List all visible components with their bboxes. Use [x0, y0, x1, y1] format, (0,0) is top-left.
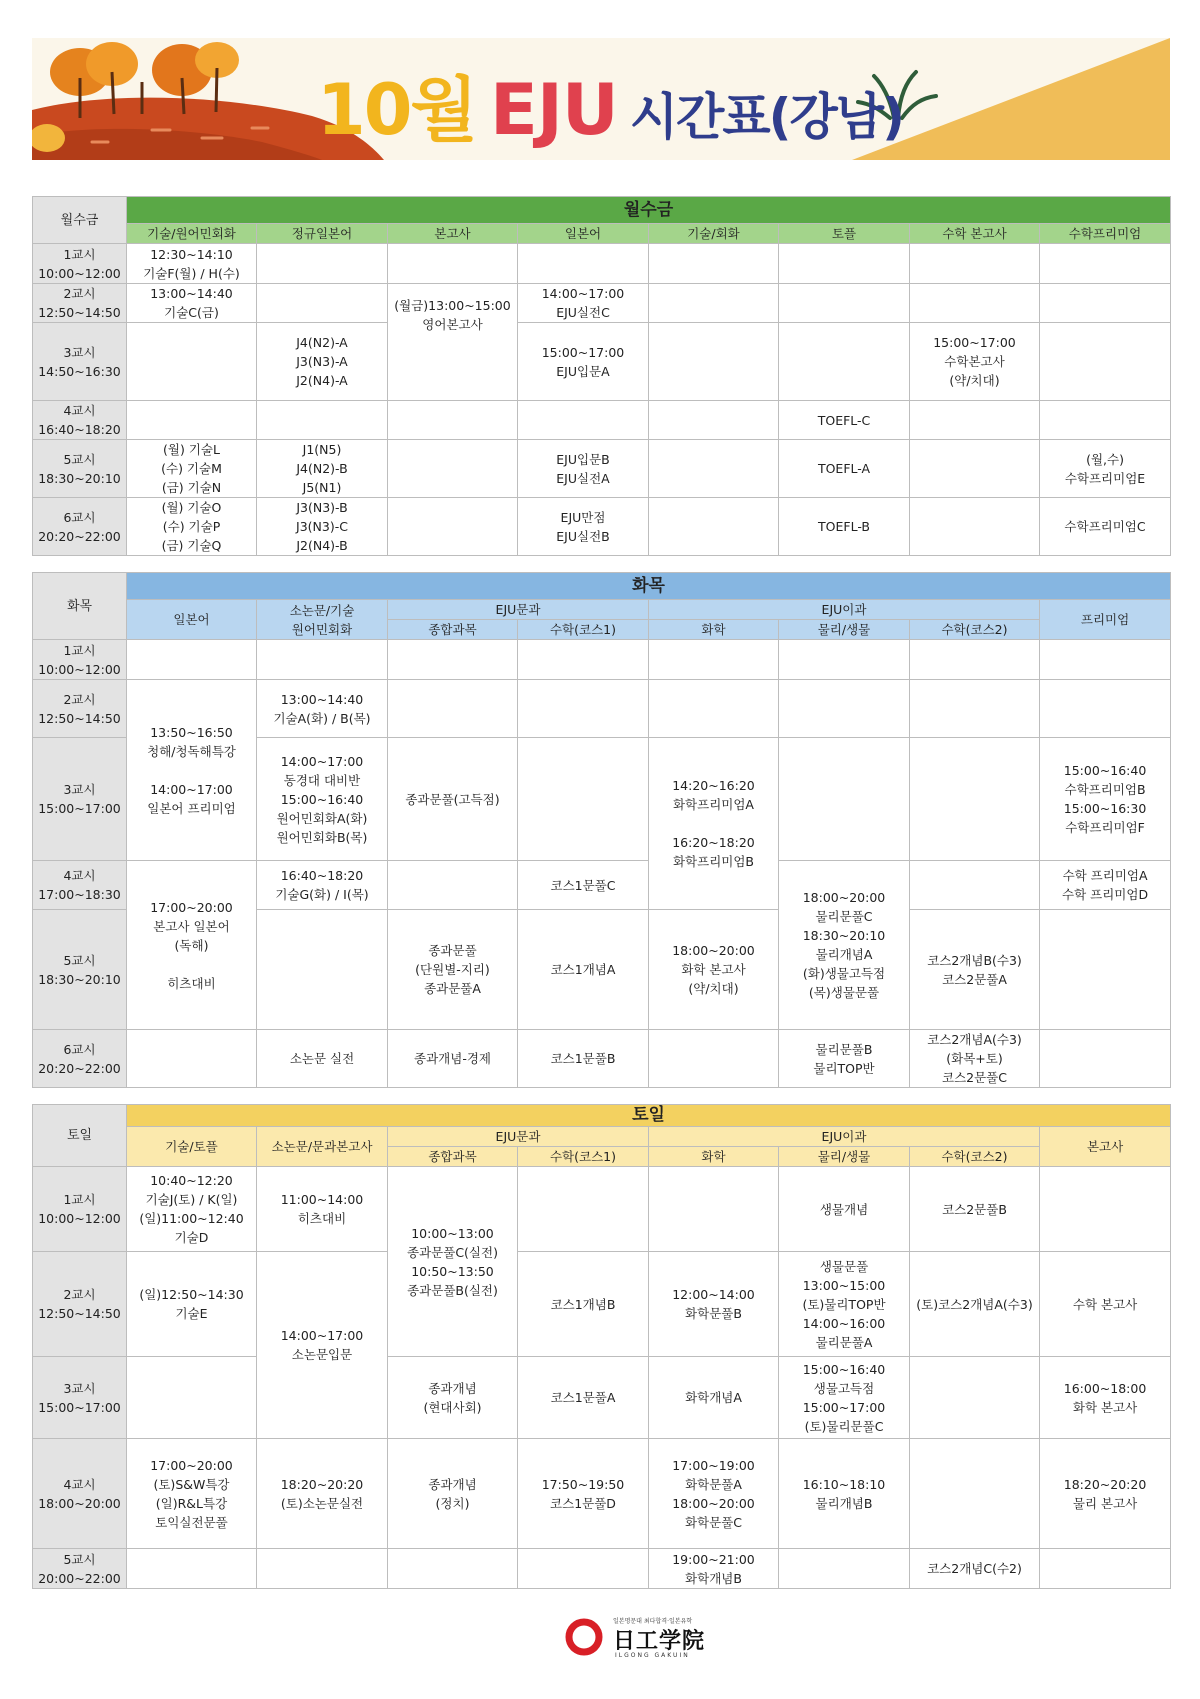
column-header: 기술/토플 — [127, 1127, 257, 1167]
period-label: 1교시 10:00~12:00 — [33, 244, 127, 284]
ilgong-logo — [565, 1612, 725, 1664]
period-label: 4교시 17:00~18:30 — [33, 861, 127, 910]
column-header: EJU이과 — [649, 1127, 1040, 1147]
column-header: 일본어 — [127, 600, 257, 640]
period-label: 3교시 15:00~17:00 — [33, 1357, 127, 1439]
class-cell: TOEFL-A — [779, 440, 910, 498]
class-cell: 코스1문풀B — [518, 1030, 649, 1088]
column-header: 소논문/기술 원어민회화 — [257, 600, 388, 640]
class-cell: 11:00~14:00 히츠대비 — [257, 1167, 388, 1252]
class-cell: 12:00~14:00 화학문풀B — [649, 1252, 779, 1357]
column-header: 물리/생물 — [779, 620, 910, 640]
class-cell: 코스1문풀C — [518, 861, 649, 910]
class-cell: 수학 프리미엄A 수학 프리미엄D — [1040, 861, 1171, 910]
column-header: 소논문/문과본고사 — [257, 1127, 388, 1167]
class-cell: TOEFL-B — [779, 498, 910, 556]
banner-title — [317, 54, 903, 151]
class-cell: 13:00~14:40 기술A(화) / B(목) — [257, 680, 388, 738]
tt-title: 화목 — [127, 573, 1171, 600]
weekend-schedule-table — [32, 1104, 1171, 1589]
class-cell: EJU만점 EJU실전B — [518, 498, 649, 556]
column-header: 정규일본어 — [257, 224, 388, 244]
period-label: 4교시 18:00~20:00 — [33, 1439, 127, 1549]
column-header: EJU이과 — [649, 600, 1040, 620]
column-header: 본고사 — [1040, 1127, 1171, 1167]
class-cell: 14:20~16:20 화학프리미엄A 16:20~18:20 화학프리미엄B — [649, 738, 779, 910]
banner-eju: EJU — [490, 69, 618, 151]
class-cell: 14:00~17:00 소논문입문 — [257, 1252, 388, 1439]
period-label: 1교시 10:00~12:00 — [33, 1167, 127, 1252]
column-header: 기술/원어민회화 — [127, 224, 257, 244]
period-label: 3교시 15:00~17:00 — [33, 738, 127, 861]
column-header: 수학(코스2) — [910, 1147, 1040, 1167]
logo-wordmark: 日工学院 — [613, 1629, 706, 1654]
class-cell: J4(N2)-A J3(N3)-A J2(N4)-A — [257, 323, 388, 401]
class-cell: 수학프리미엄C — [1040, 498, 1171, 556]
class-cell: 종과개념 (현대사회) — [388, 1357, 518, 1439]
column-header: 일본어 — [518, 224, 649, 244]
period-label: 2교시 12:50~14:50 — [33, 284, 127, 323]
column-header: 기술/회화 — [649, 224, 779, 244]
class-cell: 12:30~14:10 기술F(월) / H(수) — [127, 244, 257, 284]
class-cell: 10:40~12:20 기술J(토) / K(일) (일)11:00~12:40 기술D — [127, 1167, 257, 1252]
column-header: 수학(코스1) — [518, 1147, 649, 1167]
banner-subtitle: 시간표(강남) — [629, 88, 903, 146]
period-label: 4교시 16:40~18:20 — [33, 401, 127, 440]
class-cell: 코스1개념A — [518, 910, 649, 1030]
column-header: 화학 — [649, 620, 779, 640]
class-cell: 16:10~18:10 물리개념B — [779, 1439, 910, 1549]
period-label: 6교시 20:20~22:00 — [33, 498, 127, 556]
weekend-corner: 토일 — [33, 1105, 127, 1167]
period-label: 1교시 10:00~12:00 — [33, 640, 127, 680]
class-cell: 15:00~17:00 수학본고사 (약/치대) — [910, 323, 1040, 401]
class-cell: 코스2개념B(수3) 코스2문풀A — [910, 910, 1040, 1030]
column-header: 수학(코스2) — [910, 620, 1040, 640]
mwf-title: 월수금 — [127, 197, 1171, 224]
class-cell: J1(N5) J4(N2)-B J5(N1) — [257, 440, 388, 498]
column-header: 수학 본고사 — [910, 224, 1040, 244]
column-header: 종합과목 — [388, 620, 518, 640]
column-header: 화학 — [649, 1147, 779, 1167]
column-header: 수학프리미엄 — [1040, 224, 1171, 244]
class-cell: 화학개념A — [649, 1357, 779, 1439]
class-cell: 코스1문풀A — [518, 1357, 649, 1439]
class-cell: 종과개념-경제 — [388, 1030, 518, 1088]
mwf-schedule-table — [32, 196, 1171, 556]
class-cell: TOEFL-C — [779, 401, 910, 440]
class-cell: 물리문풀B 물리TOP반 — [779, 1030, 910, 1088]
logo-circle-icon — [565, 1618, 603, 1656]
banner-month: 10월 — [317, 69, 477, 151]
column-header: EJU문과 — [388, 1127, 649, 1147]
class-cell: 코스2개념A(수3) (화목+토) 코스2문풀C — [910, 1030, 1040, 1088]
class-cell: 18:20~20:20 (토)소논문실전 — [257, 1439, 388, 1549]
column-header: EJU문과 — [388, 600, 649, 620]
tue-thu-schedule-table — [32, 572, 1171, 1088]
class-cell: 15:00~17:00 EJU입문A — [518, 323, 649, 401]
class-cell: 13:00~14:40 기술C(금) — [127, 284, 257, 323]
class-cell: (월) 기술O (수) 기술P (금) 기술Q — [127, 498, 257, 556]
tt-corner: 화목 — [33, 573, 127, 640]
column-header: 물리/생물 — [779, 1147, 910, 1167]
class-cell: 14:00~17:00 EJU실전C — [518, 284, 649, 323]
class-cell: 15:00~16:40 생물고득점 15:00~17:00 (토)물리문풀C — [779, 1357, 910, 1439]
class-cell: (월금)13:00~15:00 영어본고사 — [388, 284, 518, 401]
class-cell: 16:00~18:00 화학 본고사 — [1040, 1357, 1171, 1439]
column-header: 프리미엄 — [1040, 600, 1171, 640]
class-cell: 13:50~16:50 청해/청독해특강 14:00~17:00 일본어 프리미엄 — [127, 680, 257, 861]
class-cell: 17:00~19:00 화학문풀A 18:00~20:00 화학문풀C — [649, 1439, 779, 1549]
class-cell: 18:20~20:20 물리 본고사 — [1040, 1439, 1171, 1549]
header-banner — [32, 38, 1170, 160]
class-cell: 17:00~20:00 본고사 일본어 (독해) 히츠대비 — [127, 861, 257, 1030]
class-cell: (월,수) 수학프리미엄E — [1040, 440, 1171, 498]
period-label: 5교시 18:30~20:10 — [33, 910, 127, 1030]
class-cell: (월) 기술L (수) 기술M (금) 기술N — [127, 440, 257, 498]
class-cell: 수학 본고사 — [1040, 1252, 1171, 1357]
class-cell: 종과문풀(고득점) — [388, 738, 518, 861]
logo-english: ILGONG GAKUIN — [615, 1652, 690, 1659]
class-cell: 소논문 실전 — [257, 1030, 388, 1088]
class-cell: 코스2문풀B — [910, 1167, 1040, 1252]
class-cell: EJU입문B EJU실전A — [518, 440, 649, 498]
class-cell: 종과개념 (정치) — [388, 1439, 518, 1549]
logo-tagline: 일본명문대 최다합격·일본유학 — [613, 1618, 693, 1625]
period-label: 6교시 20:20~22:00 — [33, 1030, 127, 1088]
period-label: 2교시 12:50~14:50 — [33, 1252, 127, 1357]
class-cell: 14:00~17:00 동경대 대비반 15:00~16:40 원어민회화A(화) 원어민회화B(목) — [257, 738, 388, 861]
class-cell: 10:00~13:00 종과문풀C(실전) 10:50~13:50 종과문풀B(실전) — [388, 1167, 518, 1357]
class-cell: J3(N3)-B J3(N3)-C J2(N4)-B — [257, 498, 388, 556]
column-header: 토플 — [779, 224, 910, 244]
class-cell: 19:00~21:00 화학개념B — [649, 1549, 779, 1589]
weekend-title: 토일 — [127, 1105, 1171, 1127]
class-cell: 생물개념 — [779, 1167, 910, 1252]
class-cell: 종과문풀 (단원별-지리) 종과문풀A — [388, 910, 518, 1030]
class-cell: (토)코스2개념A(수3) — [910, 1252, 1040, 1357]
period-label: 5교시 20:00~22:00 — [33, 1549, 127, 1589]
class-cell: 16:40~18:20 기술G(화) / I(목) — [257, 861, 388, 910]
column-header: 본고사 — [388, 224, 518, 244]
period-label: 5교시 18:30~20:10 — [33, 440, 127, 498]
column-header: 종합과목 — [388, 1147, 518, 1167]
period-label: 3교시 14:50~16:30 — [33, 323, 127, 401]
class-cell: 17:00~20:00 (토)S&W특강 (일)R&L특강 토익실전문풀 — [127, 1439, 257, 1549]
class-cell: 생물문풀 13:00~15:00 (토)물리TOP반 14:00~16:00 물리문풀A — [779, 1252, 910, 1357]
class-cell: (일)12:50~14:30 기술E — [127, 1252, 257, 1357]
period-label: 2교시 12:50~14:50 — [33, 680, 127, 738]
column-header: 수학(코스1) — [518, 620, 649, 640]
class-cell: 17:50~19:50 코스1문풀D — [518, 1439, 649, 1549]
class-cell: 18:00~20:00 물리문풀C 18:30~20:10 물리개념A (화)생물고득점 (목)생물문풀 — [779, 861, 910, 1030]
class-cell: 15:00~16:40 수학프리미엄B 15:00~16:30 수학프리미엄F — [1040, 738, 1171, 861]
mwf-corner: 월수금 — [33, 197, 127, 244]
class-cell: 18:00~20:00 화학 본고사 (약/치대) — [649, 910, 779, 1030]
class-cell: 코스1개념B — [518, 1252, 649, 1357]
class-cell: 코스2개념C(수2) — [910, 1549, 1040, 1589]
